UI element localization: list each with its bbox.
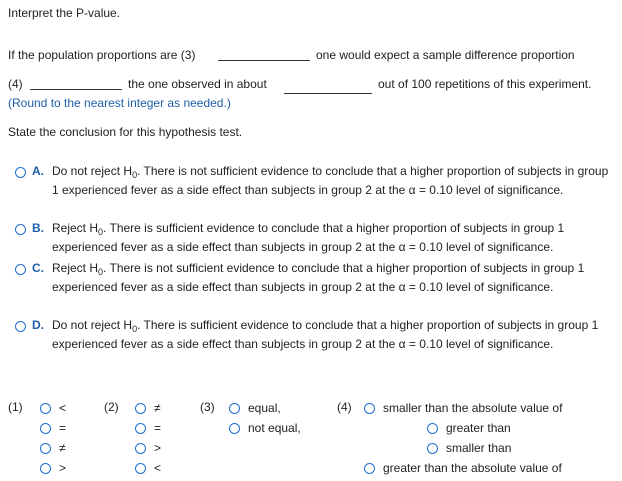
option-b-letter: B. — [32, 221, 44, 235]
option-d-radio[interactable] — [15, 321, 26, 335]
answer-4-choice[interactable]: greater than the absolute value of — [364, 461, 562, 475]
option-b-radio[interactable] — [15, 224, 26, 238]
option-a-letter: A. — [32, 164, 44, 178]
option-d-text[interactable] — [52, 316, 612, 353]
option-c-radio[interactable] — [15, 264, 26, 278]
answer-group-4-label: (4) — [337, 400, 352, 414]
option-a-post: . There is not sufficient evidence to conclude that a higher proportion of subjects in group 1 experienced fever as a side effect than subjects in group 2 at the α = 0.10 level of significance. — [52, 164, 609, 197]
option-b-pre: Reject — [52, 221, 87, 235]
answer-2-choice[interactable]: ≠ — [135, 401, 161, 415]
conclusion-prompt: State the conclusion for this hypothesis test. — [8, 125, 243, 139]
dropdown-blank-3[interactable] — [218, 60, 310, 61]
option-a-text[interactable] — [52, 162, 612, 199]
answer-group-1-label: (1) — [8, 400, 23, 414]
option-b-post: . There is sufficient evidence to conclude that a higher proportion of subjects in group 1 experienced fever as a side effect than subjects in group 2 at the α = 0.10 level of significance. — [52, 221, 565, 254]
answer-1-choice[interactable]: > — [40, 461, 66, 475]
option-a-radio[interactable] — [15, 167, 26, 181]
answer-3-choice[interactable]: equal, — [229, 401, 281, 415]
option-d-letter: D. — [32, 318, 44, 332]
option-d-post: . There is sufficient evidence to conclude that a higher proportion of subjects in group 1 experienced fever as a side effect than subjects in group 2 at the α = 0.10 level of significance. — [52, 318, 599, 351]
sentence-part-2: one would expect a sample difference proportion — [316, 48, 575, 62]
option-d-pre: Do not reject — [52, 318, 121, 332]
sentence-part-4: the one observed in about — [128, 77, 267, 91]
answer-3-choice[interactable]: not equal, — [229, 421, 301, 435]
question-heading: Interpret the P-value. — [8, 6, 121, 20]
option-c-letter: C. — [32, 261, 44, 275]
h0-symbol: $H_0$ — [89, 261, 104, 277]
answer-1-choice[interactable]: = — [40, 421, 66, 435]
option-c-text[interactable] — [52, 259, 612, 296]
h0-symbol: $H_0$ — [123, 318, 138, 334]
answer-2-choice[interactable]: < — [135, 461, 161, 475]
answer-4-choice[interactable]: greater than — [427, 421, 511, 435]
sentence-part-1: If the population proportions are (3) — [8, 48, 196, 62]
dropdown-blank-4[interactable] — [30, 89, 122, 90]
sentence-part-3: (4) — [8, 77, 23, 91]
option-c-post: . There is not sufficient evidence to conclude that a higher proportion of subjects in group 1 experienced fever as a side effect than subjects in group 2 at the α = 0.10 level of significance. — [52, 261, 585, 294]
answer-4-choice[interactable]: smaller than the absolute value of — [364, 401, 562, 415]
option-b-text[interactable] — [52, 219, 612, 256]
answer-1-choice[interactable]: < — [40, 401, 66, 415]
option-a-pre: Do not reject — [52, 164, 121, 178]
answer-4-choice[interactable]: smaller than — [427, 441, 511, 455]
answer-1-choice[interactable]: ≠ — [40, 441, 66, 455]
h0-symbol: $H_0$ — [123, 164, 138, 180]
sentence-part-5: out of 100 repetitions of this experiment. — [378, 77, 592, 91]
answer-group-3-label: (3) — [200, 400, 215, 414]
answer-input-repetitions[interactable] — [284, 93, 372, 94]
option-c-pre: Reject — [52, 261, 87, 275]
answer-2-choice[interactable]: = — [135, 421, 161, 435]
h0-symbol: $H_0$ — [89, 221, 104, 237]
round-note: (Round to the nearest integer as needed.) — [8, 96, 231, 110]
answer-group-2-label: (2) — [104, 400, 119, 414]
answer-2-choice[interactable]: > — [135, 441, 161, 455]
